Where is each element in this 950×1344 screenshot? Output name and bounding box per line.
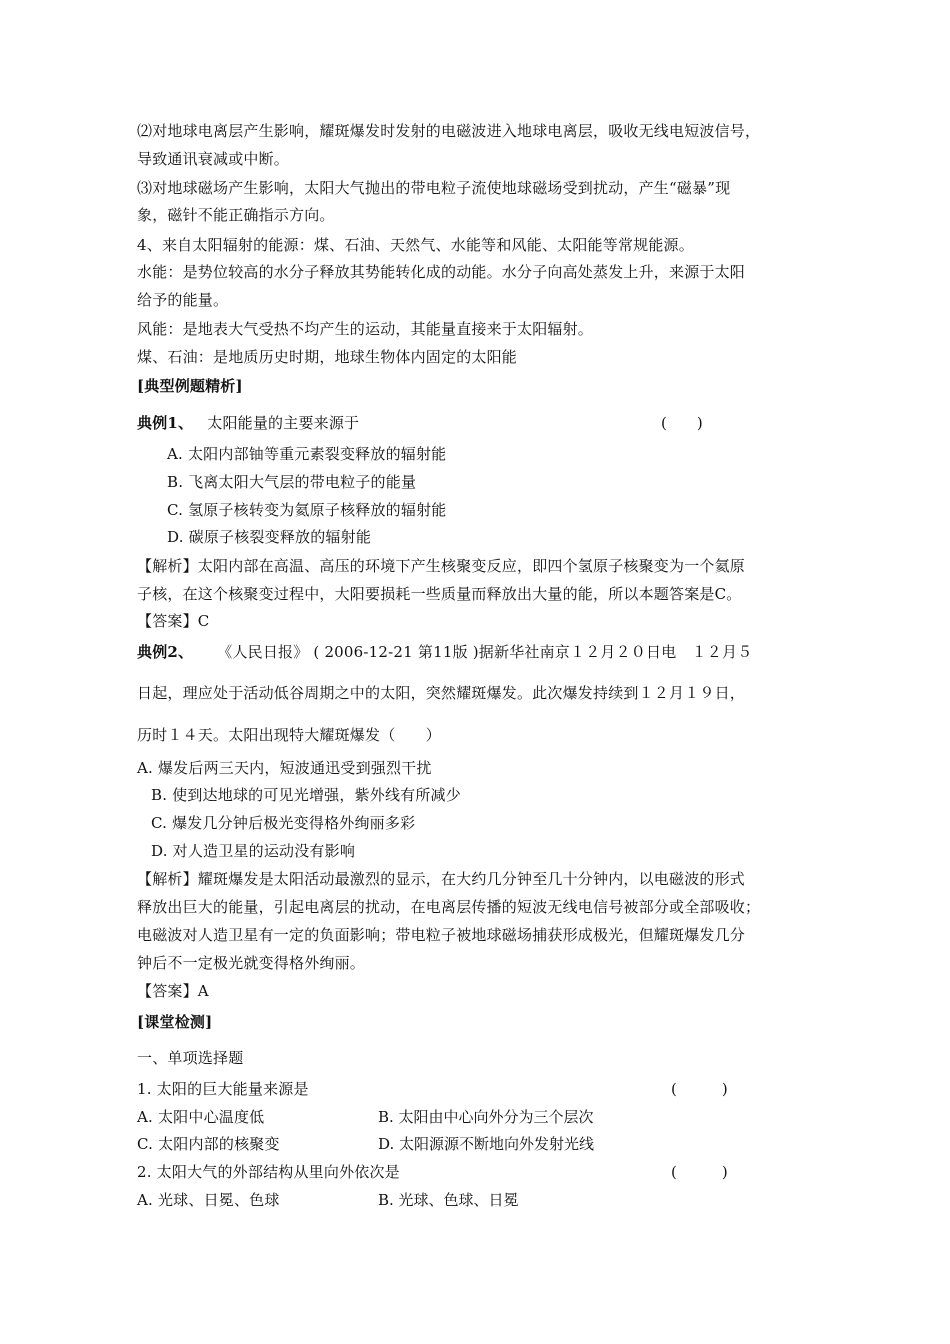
example1-answer: 【答案】C: [137, 612, 210, 630]
example2-answer: 【答案】A: [137, 982, 209, 1000]
example2-line2: 日起，理应处于活动低谷周期之中的太阳，突然耀斑爆发。此次爆发持续到１２月１９日，: [137, 684, 746, 702]
paragraph-magnetic-line1: ⑶对地球磁场产生影响，太阳大气抛出的带电粒子流使地球磁场受到扰动，产生“磁暴”现: [137, 179, 731, 197]
paragraph-energy-sources: 4、来自太阳辐射的能源：煤、石油、天然气、水能等和风能、太阳能等常规能源。: [137, 236, 694, 254]
section-title-examples: [典型例题精析]: [137, 377, 243, 395]
example1-label: 典例1、: [137, 414, 194, 432]
question2-answer-blank: ( ): [671, 1163, 728, 1181]
question1-option-d: D. 太阳源源不断地向外发射光线: [378, 1135, 595, 1153]
question1-option-c: C. 太阳内部的核聚变: [137, 1135, 280, 1153]
example1-option-d: D. 碳原子核裂变释放的辐射能: [167, 528, 372, 546]
example2-option-d: D. 对人造卫星的运动没有影响: [151, 842, 356, 860]
paragraph-coal: 煤、石油：是地质历史时期，地球生物体内固定的太阳能: [137, 348, 518, 366]
example1-question: [137, 413, 359, 433]
example2-line3: 历时１４天。太阳出现特大耀斑爆发（ ）: [137, 726, 442, 744]
paragraph-water-line2: 给予的能量。: [137, 291, 229, 309]
paragraph-ionosphere-line2: 导致通讯衰减或中断。: [137, 150, 290, 168]
example1-option-c: C. 氢原子核转变为氦原子核释放的辐射能: [167, 501, 447, 519]
example1-stem: 太阳能量的主要来源于: [207, 414, 360, 432]
example2-analysis-line2: 释放出巨大的能量，引起电离层的扰动，在电离层传播的短波无线电信号被部分或全部吸收；: [137, 898, 761, 916]
section-title-classroom-check: [课堂检测]: [137, 1013, 213, 1031]
question1-option-a: A. 太阳中心温度低: [137, 1108, 265, 1126]
paragraph-wind: 风能：是地表大气受热不均产生的运动，其能量直接来于太阳辐射。: [137, 320, 594, 338]
example1-option-b: B. 飞离太阳大气层的带电粒子的能量: [167, 473, 417, 491]
question2-option-b: B. 光球、色球、日冕: [378, 1191, 519, 1209]
example2-label: 典例2、: [137, 643, 194, 661]
example2-source: 《人民日报》 ( 2006-12-21 第11版 )据新华社南京１２月２０日电 １２月５: [217, 643, 753, 661]
example2-option-c: C. 爆发几分钟后极光变得格外绚丽多彩: [151, 814, 416, 832]
example1-analysis-line1: 【解析】太阳内部在高温、高压的环境下产生核聚变反应，即四个氢原子核聚变为一个氦原: [137, 557, 746, 575]
paragraph-magnetic-line2: 象，磁针不能正确指示方向。: [137, 206, 335, 224]
example2-option-b: B. 使到达地球的可见光增强，紫外线有所减少: [151, 786, 461, 804]
section-subtitle-single-choice: 一、单项选择题: [137, 1049, 244, 1067]
example1-analysis-line2: 子核，在这个核聚变过程中，大阳要损耗一些质量而释放出大量的能，所以本题答案是C。: [137, 585, 742, 603]
question2-option-a: A. 光球、日冕、色球: [137, 1191, 280, 1209]
paragraph-water-line1: 水能：是势位较高的水分子释放其势能转化成的动能。水分子向高处蒸发上升，来源于太阳: [137, 263, 746, 281]
question1-stem: 1. 太阳的巨大能量来源是: [137, 1080, 309, 1098]
example1-answer-blank: ( ): [661, 414, 703, 432]
question2-stem: 2. 太阳大气的外部结构从里向外依次是: [137, 1163, 400, 1181]
example2-option-a: A. 爆发后两三天内，短波通迅受到强烈干扰: [137, 759, 432, 777]
question1-answer-blank: ( ): [671, 1080, 728, 1098]
example2-analysis-line4: 钟后不一定极光就变得格外绚丽。: [137, 954, 366, 972]
example2-line1: [137, 642, 752, 662]
paragraph-ionosphere-line1: ⑵对地球电离层产生影响，耀斑爆发时发射的电磁波进入地球电离层，吸收无线电短波信号，: [137, 122, 761, 140]
question1-option-b: B. 太阳由中心向外分为三个层次: [378, 1108, 594, 1126]
example2-analysis-line1: 【解析】耀斑爆发是太阳活动最激烈的显示，在大约几分钟至几十分钟内，以电磁波的形式: [137, 870, 746, 888]
example2-analysis-line3: 电磁波对人造卫星有一定的负面影响；带电粒子被地球磁场捕获形成极光，但耀斑爆发几分: [137, 926, 746, 944]
example1-option-a: A. 太阳内部铀等重元素裂变释放的辐射能: [167, 445, 447, 463]
